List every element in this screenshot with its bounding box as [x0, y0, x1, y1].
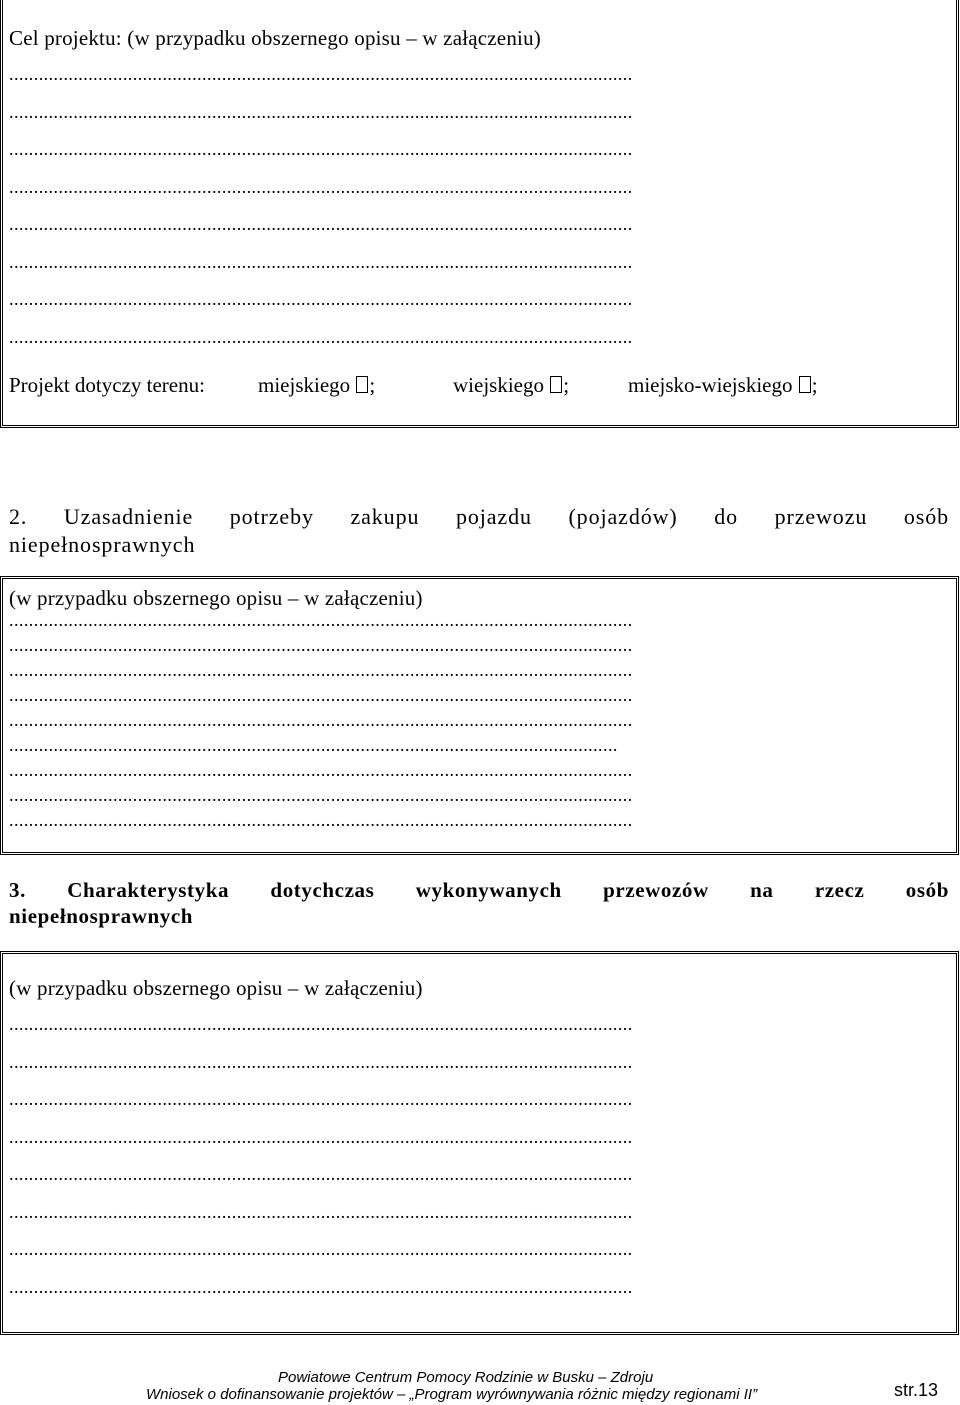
dotted-answer-line[interactable]: ..............................................................................................................................: [9, 1277, 633, 1296]
terrain-label: Projekt dotyczy terenu:: [9, 373, 205, 397]
dotted-answer-line[interactable]: ..............................................................................................................................: [9, 661, 633, 679]
terrain-option-label: miejsko-wiejskiego: [628, 373, 793, 397]
dotted-answer-line[interactable]: ...........................................................................................................................: [9, 736, 618, 754]
section-2-note: (w przypadku obszernego opisu – w załączeniu): [9, 586, 423, 610]
dotted-answer-line[interactable]: ..............................................................................................................................: [9, 761, 633, 779]
dotted-answer-line[interactable]: ..............................................................................................................................: [9, 102, 633, 121]
dotted-answer-line[interactable]: ..............................................................................................................................: [9, 786, 633, 804]
option-suffix: ;: [811, 373, 818, 397]
dotted-answer-line[interactable]: ..............................................................................................................................: [9, 711, 633, 729]
section-3-heading-line2: niepełnosprawnych: [9, 904, 194, 928]
dotted-answer-line[interactable]: ..............................................................................................................................: [9, 686, 633, 704]
dotted-answer-line[interactable]: ..............................................................................................................................: [9, 1127, 633, 1146]
section-2-heading-line1: 2. Uzasadnienie potrzeby zakupu pojazdu (pojazdów) do przewozu osób: [9, 504, 949, 529]
option-suffix: ;: [563, 373, 570, 397]
section-3-heading: [9, 877, 949, 929]
terrain-option-urban[interactable]: [258, 373, 375, 397]
dotted-answer-line[interactable]: ..............................................................................................................................: [9, 177, 633, 196]
dotted-answer-line[interactable]: ..............................................................................................................................: [9, 1015, 633, 1033]
dotted-answer-line[interactable]: ..............................................................................................................................: [9, 252, 633, 271]
dotted-answer-line[interactable]: ..............................................................................................................................: [9, 1090, 633, 1108]
option-suffix: ;: [369, 373, 376, 397]
checkbox-mixed[interactable]: [799, 376, 811, 393]
footer-organization: Powiatowe Centrum Pomocy Rodzinie w Busku – Zdroju: [278, 1369, 654, 1386]
dotted-answer-line[interactable]: ..............................................................................................................................: [9, 1240, 633, 1258]
dotted-answer-line[interactable]: ..............................................................................................................................: [9, 611, 633, 629]
dotted-answer-line[interactable]: ..............................................................................................................................: [9, 1165, 633, 1183]
dotted-answer-line[interactable]: ..............................................................................................................................: [9, 636, 633, 654]
dotted-answer-line[interactable]: ..............................................................................................................................: [9, 290, 633, 308]
terrain-option-mixed[interactable]: [628, 373, 818, 397]
project-goal-label: Cel projektu: (w przypadku obszernego opisu – w załączeniu): [9, 26, 541, 50]
dotted-answer-line[interactable]: ..............................................................................................................................: [9, 811, 633, 829]
terrain-option-rural[interactable]: [453, 373, 569, 397]
dotted-answer-line[interactable]: ..............................................................................................................................: [9, 327, 633, 346]
terrain-option-label: miejskiego: [258, 373, 351, 397]
dotted-answer-line[interactable]: ..............................................................................................................................: [9, 1202, 633, 1221]
terrain-option-label: wiejskiego: [453, 373, 544, 397]
section-3-heading-line1: 3. Charakterystyka dotychczas wykonywanych przewozów na rzecz osób: [9, 878, 949, 902]
dotted-answer-line[interactable]: ..............................................................................................................................: [9, 1052, 633, 1071]
checkbox-urban[interactable]: [356, 376, 368, 393]
footer-document-title: Wniosek o dofinansowanie projektów – „Program wyrównywania różnic między regionami II”: [146, 1386, 758, 1403]
page-number: str.13: [893, 1380, 938, 1400]
checkbox-rural[interactable]: [550, 376, 562, 393]
section-2-heading-line2: niepełnosprawnych: [9, 532, 196, 557]
dotted-answer-line[interactable]: ..............................................................................................................................: [9, 65, 633, 83]
section-3-note: (w przypadku obszernego opisu – w załączeniu): [9, 976, 423, 1000]
dotted-answer-line[interactable]: ..............................................................................................................................: [9, 215, 633, 233]
section-2-heading: [9, 503, 949, 559]
dotted-answer-line[interactable]: ..............................................................................................................................: [9, 140, 633, 158]
